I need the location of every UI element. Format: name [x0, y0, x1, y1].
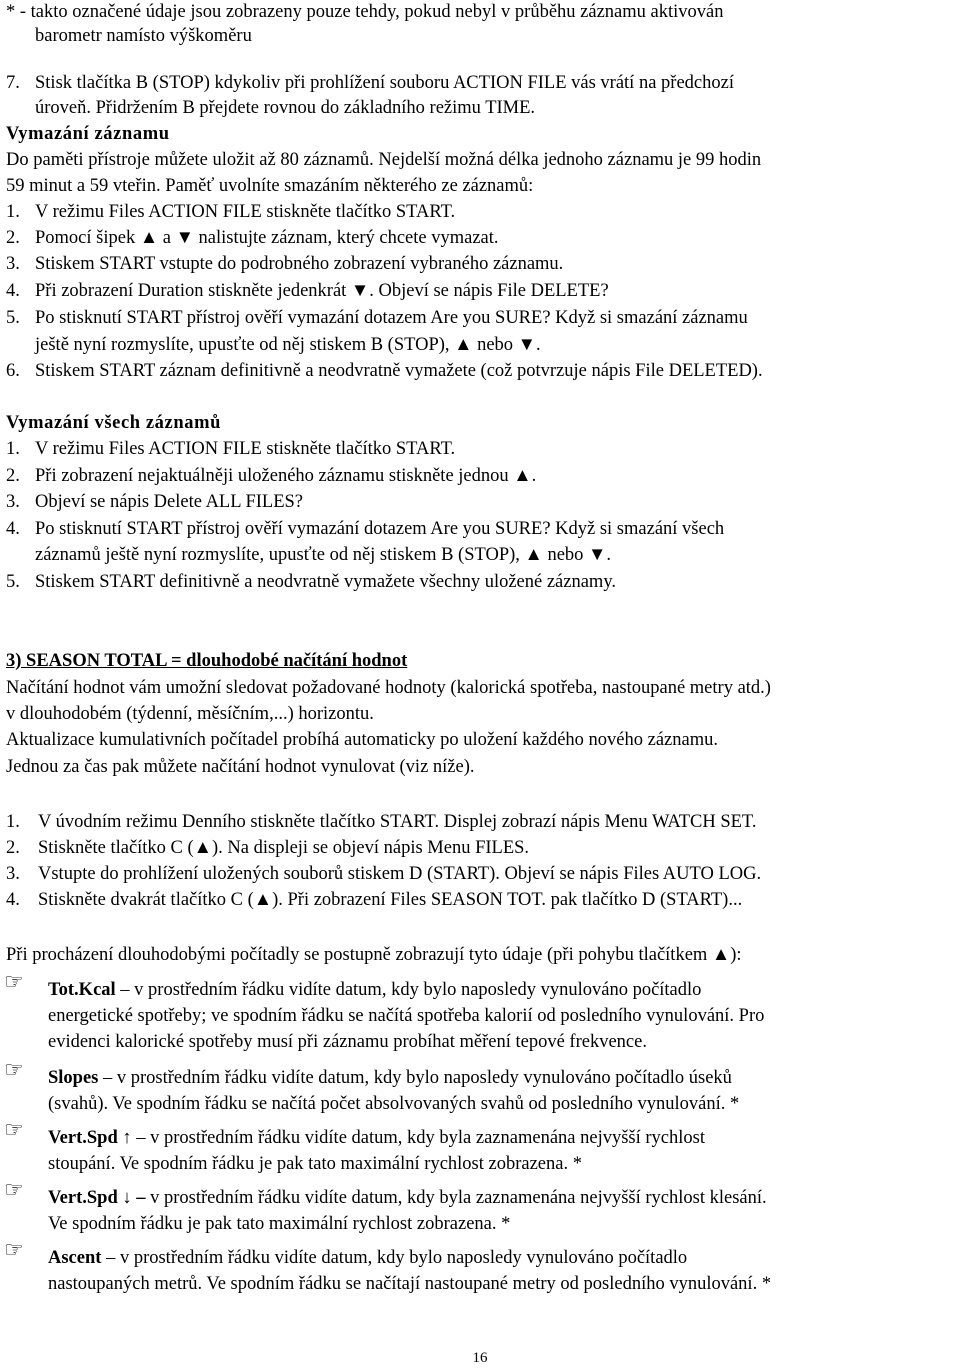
- list-item: Stiskněte dvakrát tlačítko C (▲). Při zobrazení Files SEASON TOT. pak tlačítko D (START)...: [38, 890, 743, 910]
- bullet-term: Ascent: [48, 1248, 102, 1268]
- bullet-term: Vert.Spd ↓ –: [48, 1188, 146, 1208]
- footnote-line: * - takto označené údaje jsou zobrazeny pouze tehdy, pokud nebyl v průběhu záznamu aktivován: [6, 2, 724, 22]
- list-item-continued: záznamů ještě nyní rozmyslíte, upusťte od něj stiskem B (STOP), ▲ nebo ▼.: [35, 545, 611, 565]
- list-number: 2.: [6, 838, 20, 858]
- bullet-item-continued: (svahů). Ve spodním řádku se načítá počet absolvovaných svahů od posledního vynulování. *: [48, 1094, 740, 1114]
- list-number: 3.: [6, 492, 20, 512]
- bullet-item: [48, 1066, 732, 1090]
- bullet-text: – v prostředním řádku vidíte datum, kdy bylo naposledy vynulováno počítadlo: [115, 980, 702, 1000]
- list-number: 3.: [6, 864, 20, 884]
- bullet-text: – v prostředním řádku vidíte datum, kdy bylo naposledy vynulováno počítadlo úseků: [98, 1068, 732, 1088]
- list-item: Při zobrazení nejaktuálněji uloženého záznamu stiskněte jednou ▲.: [35, 466, 537, 486]
- bullet-item: [48, 978, 701, 1002]
- list-number: 1.: [6, 439, 20, 459]
- section-heading: Vymazání všech záznamů: [6, 413, 221, 433]
- paragraph-line: Aktualizace kumulativních počítadel probíhá automaticky po uložení každého nového záznamu.: [6, 730, 718, 750]
- pointing-hand-icon: ☞: [4, 1117, 24, 1142]
- list-number: 4.: [6, 890, 20, 910]
- paragraph-line: Jednou za čas pak můžete načítání hodnot vynulovat (viz níže).: [6, 757, 475, 777]
- paragraph-line: Načítání hodnot vám umožní sledovat požadované hodnoty (kalorická spotřeba, nastoupané metry atd.): [6, 678, 771, 698]
- list-number: 3.: [6, 254, 20, 274]
- list-number: 6.: [6, 361, 20, 381]
- bullet-item: [48, 1186, 767, 1210]
- page-number: 16: [472, 1350, 488, 1366]
- paragraph-line: Při procházení dlouhodobými počítadly se postupně zobrazují tyto údaje (při pohybu tlačítkem ▲):: [6, 945, 742, 965]
- bullet-item: [48, 1246, 687, 1270]
- list-item: Po stisknutí START přístroj ověří vymazání dotazem Are you SURE? Když si smazání záznamu: [35, 308, 748, 328]
- list-number: 5.: [6, 308, 20, 328]
- list-number: 4.: [6, 519, 20, 539]
- list-item: Stisk tlačítka B (STOP) kdykoliv při prohlížení souboru ACTION FILE vás vrátí na předchozí: [35, 73, 734, 93]
- bullet-term: Slopes: [48, 1068, 99, 1088]
- bullet-item-continued: energetické spotřeby; ve spodním řádku se načítá spotřeba kalorií od posledního vynulování. Pro: [48, 1006, 765, 1026]
- list-number: 2.: [6, 228, 20, 248]
- footnote-line: barometr namísto výškoměru: [35, 26, 252, 46]
- list-number: 7.: [6, 73, 20, 93]
- bullet-item-continued: stoupání. Ve spodním řádku je pak tato maximální rychlost zobrazena. *: [48, 1154, 582, 1174]
- bullet-item-continued: nastoupaných metrů. Ve spodním řádku se načítají nastoupané metry od posledního vynulování. *: [48, 1274, 772, 1294]
- list-number: 4.: [6, 281, 20, 301]
- paragraph-line: 59 minut a 59 vteřin. Paměť uvolníte smazáním některého ze záznamů:: [6, 176, 534, 196]
- list-item: Stiskněte tlačítko C (▲). Na displeji se objeví nápis Menu FILES.: [38, 838, 530, 858]
- list-item: Po stisknutí START přístroj ověří vymazání dotazem Are you SURE? Když si smazání všech: [35, 519, 725, 539]
- list-item: Vstupte do prohlížení uložených souborů stiskem D (START). Objeví se nápis Files AUTO LOG.: [38, 864, 762, 884]
- list-item: Stiskem START definitivně a neodvratně vymažete všechny uložené záznamy.: [35, 572, 616, 592]
- list-number: 1.: [6, 812, 20, 832]
- bullet-item: [48, 1126, 705, 1150]
- list-item: Pomocí šipek ▲ a ▼ nalistujte záznam, který chcete vymazat.: [35, 228, 499, 248]
- paragraph-line: v dlouhodobém (týdenní, měsíčním,...) horizontu.: [6, 704, 374, 724]
- bullet-text: – v prostředním řádku vidíte datum, kdy bylo naposledy vynulováno počítadlo: [101, 1248, 688, 1268]
- list-item: Objeví se nápis Delete ALL FILES?: [35, 492, 304, 512]
- section-title: 3) SEASON TOTAL = dlouhodobé načítání hodnot: [6, 651, 408, 671]
- list-item: Stiskem START vstupte do podrobného zobrazení vybraného záznamu.: [35, 254, 564, 274]
- list-number: 1.: [6, 202, 20, 222]
- list-item-continued: ještě nyní rozmyslíte, upusťte od něj stiskem B (STOP), ▲ nebo ▼.: [35, 335, 541, 355]
- bullet-term: Tot.Kcal: [48, 980, 116, 1000]
- pointing-hand-icon: ☞: [4, 1237, 24, 1262]
- list-number: 2.: [6, 466, 20, 486]
- pointing-hand-icon: ☞: [4, 969, 24, 994]
- paragraph-line: Do paměti přístroje můžete uložit až 80 záznamů. Nejdelší možná délka jednoho záznamu je 99 hodin: [6, 150, 762, 170]
- bullet-term: Vert.Spd ↑: [48, 1128, 132, 1148]
- list-item: Stiskem START záznam definitivně a neodvratně vymažete (což potvrzuje nápis File DELETED).: [35, 361, 763, 381]
- bullet-item-continued: Ve spodním řádku je pak tato maximální rychlost zobrazena. *: [48, 1214, 511, 1234]
- list-item-continued: úroveň. Přidržením B přejdete rovnou do základního režimu TIME.: [35, 98, 536, 118]
- list-item: V režimu Files ACTION FILE stiskněte tlačítko START.: [35, 439, 456, 459]
- list-item: Při zobrazení Duration stiskněte jedenkrát ▼. Objeví se nápis File DELETE?: [35, 281, 609, 301]
- list-item: V úvodním režimu Denního stiskněte tlačítko START. Displej zobrazí nápis Menu WATCH SET.: [38, 812, 757, 832]
- bullet-item-continued: evidenci kalorické spotřeby musí při záznamu probíhat měření tepové frekvence.: [48, 1032, 647, 1052]
- bullet-text: v prostředním řádku vidíte datum, kdy byla zaznamenána nejvyšší rychlost klesání.: [145, 1188, 767, 1208]
- bullet-text: – v prostředním řádku vidíte datum, kdy byla zaznamenána nejvyšší rychlost: [131, 1128, 705, 1148]
- section-heading: Vymazání záznamu: [6, 124, 170, 144]
- pointing-hand-icon: ☞: [4, 1057, 24, 1082]
- list-number: 5.: [6, 572, 20, 592]
- pointing-hand-icon: ☞: [4, 1177, 24, 1202]
- list-item: V režimu Files ACTION FILE stiskněte tlačítko START.: [35, 202, 456, 222]
